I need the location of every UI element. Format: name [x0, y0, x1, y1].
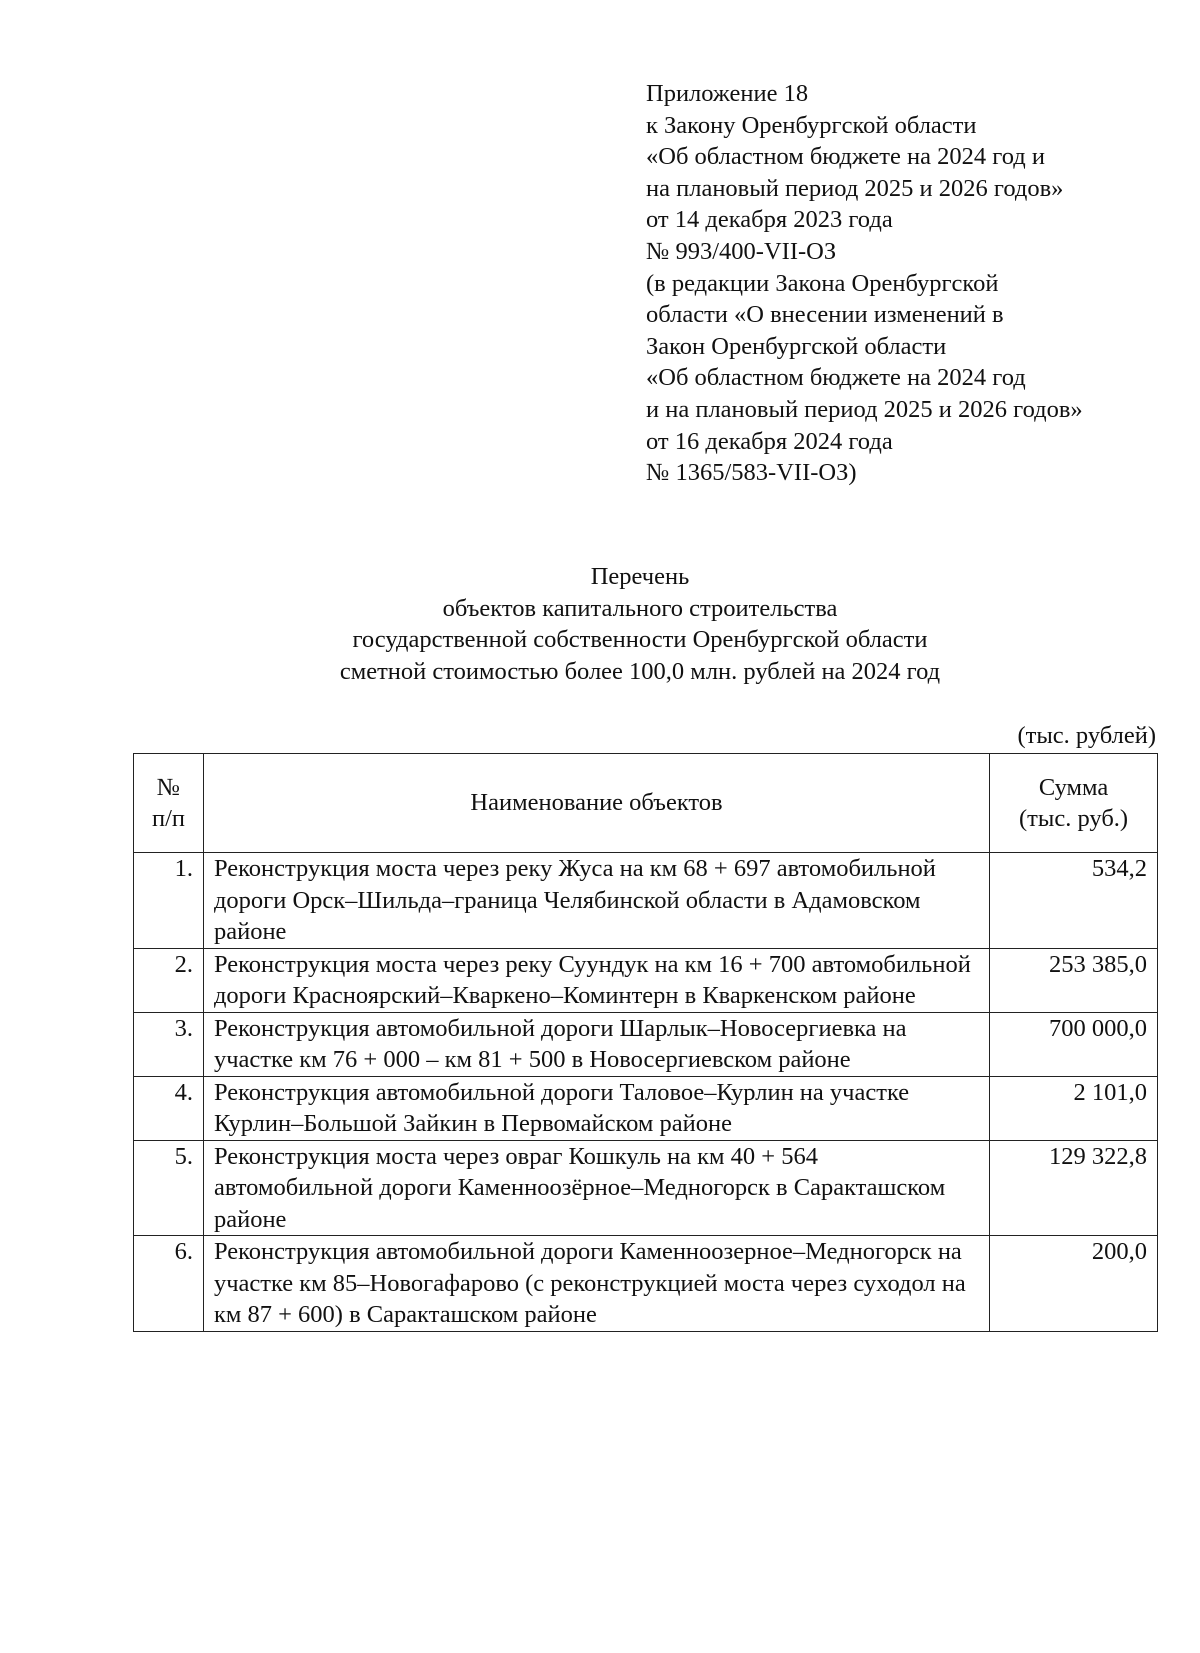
row-name: Реконструкция моста через реку Жуса на км 68 + 697 автомобильной дороги Орск–Шильда–граница Челябинской области в Адамовском районе [203, 853, 989, 949]
row-number: 3. [134, 1012, 204, 1076]
header-line: и на плановый период 2025 и 2026 годов» [646, 395, 1083, 423]
document-title [0, 561, 1200, 687]
row-name: Реконструкция автомобильной дороги Таловое–Курлин на участке Курлин–Большой Зайкин в Первомайском районе [203, 1076, 989, 1140]
header-num-line: № [156, 773, 181, 801]
title-line: государственной собственности Оренбургской области [352, 626, 928, 653]
header-name: Наименование объектов [203, 754, 989, 853]
table-row [134, 948, 1158, 1012]
table-row [134, 1012, 1158, 1076]
row-name: Реконструкция автомобильной дороги Шарлык–Новосергиевка на участке км 76 + 000 – км 81 + 500 в Новосергиевском районе [203, 1012, 989, 1076]
title-line: объектов капитального строительства [442, 594, 838, 622]
title-line: Перечень [590, 563, 690, 590]
row-sum: 700 000,0 [990, 1012, 1158, 1076]
header-line: «Об областном бюджете на 2024 год и [646, 143, 1045, 171]
header-num-line: п/п [151, 805, 185, 832]
header-sum [990, 754, 1158, 853]
header-line: к Закону Оренбургской области [646, 111, 977, 139]
units-label: (тыс. рублей) [1017, 722, 1156, 749]
appendix-header [646, 78, 1166, 489]
row-name: Реконструкция моста через реку Суундук на км 16 + 700 автомобильной дороги Красноярский–Кваркено–Коминтерн в Кваркенском районе [203, 948, 989, 1012]
table-row [134, 1076, 1158, 1140]
header-line: на плановый период 2025 и 2026 годов» [646, 174, 1064, 202]
row-sum: 253 385,0 [990, 948, 1158, 1012]
header-line: Приложение 18 [646, 80, 809, 107]
header-line: «Об областном бюджете на 2024 год [646, 364, 1026, 392]
row-sum: 200,0 [990, 1236, 1158, 1332]
row-name: Реконструкция моста через овраг Кошкуль на км 40 + 564 автомобильной дороги Каменноозёрное–Медногорск в Саракташском районе [203, 1140, 989, 1236]
header-line: от 16 декабря 2024 года [646, 427, 893, 455]
row-name: Реконструкция автомобильной дороги Каменноозерное–Медногорск на участке км 85–Новогафарово (с реконструкцией моста через суходол на км 87 + 600) в Саракташском районе [203, 1236, 989, 1332]
header-line: (в редакции Закона Оренбургской [646, 269, 999, 297]
header-line: от 14 декабря 2023 года [646, 206, 893, 234]
table-row [134, 1236, 1158, 1332]
table-row [134, 1140, 1158, 1236]
row-sum: 2 101,0 [990, 1076, 1158, 1140]
row-number: 4. [134, 1076, 204, 1140]
row-sum: 129 322,8 [990, 1140, 1158, 1236]
header-sum-line: Сумма [1038, 773, 1109, 801]
objects-table [133, 753, 1158, 1332]
table-header-row [134, 754, 1158, 853]
header-num [134, 754, 204, 853]
header-line: области «О внесении изменений в [646, 301, 1004, 329]
title-line: сметной стоимостью более 100,0 млн. рублей на 2024 год [339, 657, 941, 685]
header-line: № 1365/583-VII-ОЗ) [646, 459, 857, 487]
header-sum-line: (тыс. руб.) [1019, 805, 1129, 832]
row-sum: 534,2 [990, 853, 1158, 949]
header-line: № 993/400-VII-ОЗ [646, 237, 837, 265]
header-line: Закон Оренбургской области [646, 332, 947, 360]
row-number: 5. [134, 1140, 204, 1236]
row-number: 2. [134, 948, 204, 1012]
row-number: 6. [134, 1236, 204, 1332]
row-number: 1. [134, 853, 204, 949]
table-row [134, 853, 1158, 949]
